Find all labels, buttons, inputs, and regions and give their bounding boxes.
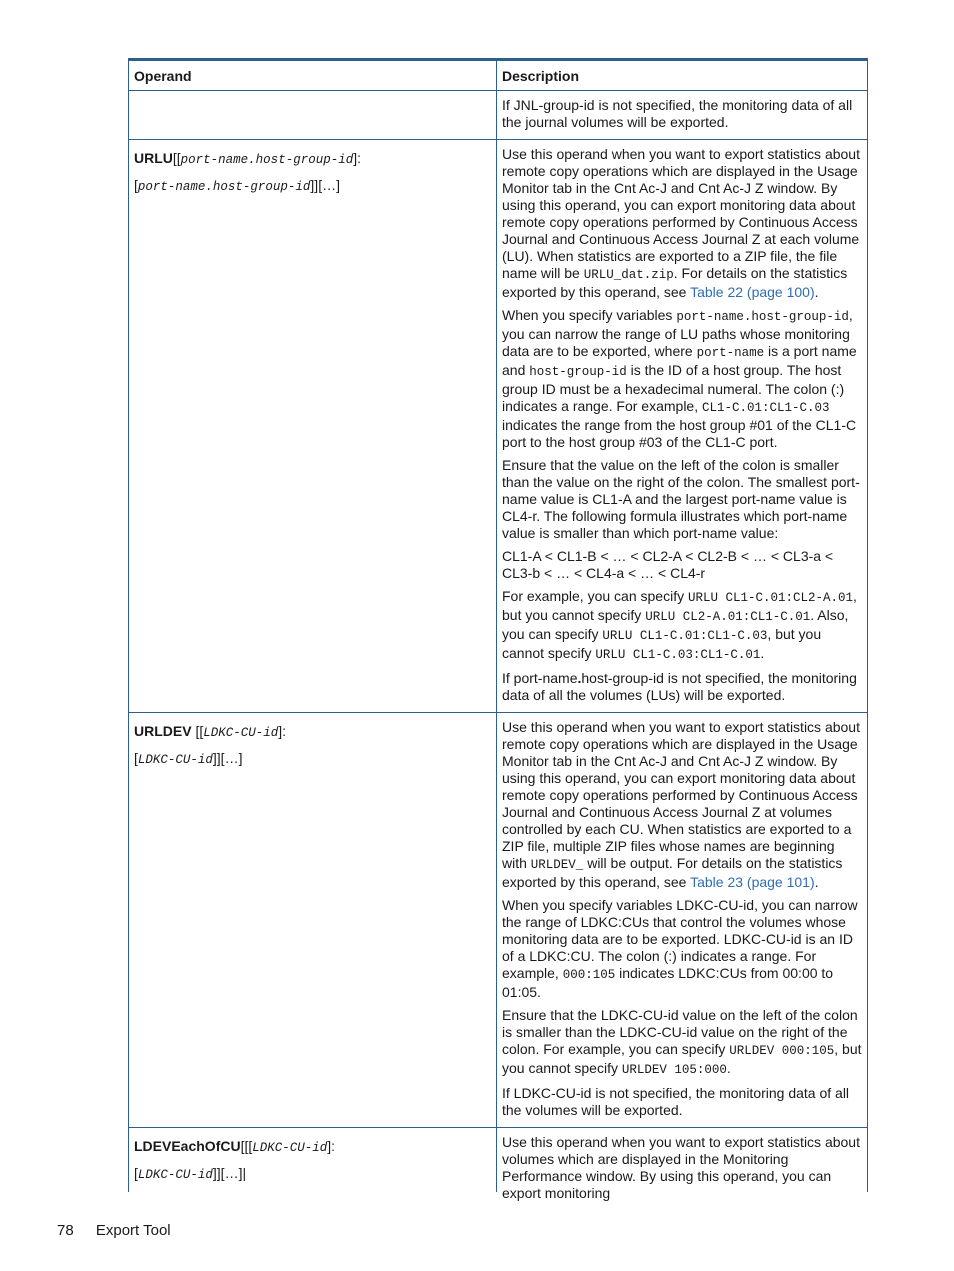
description-paragraph: Ensure that the value on the left of the colon is smaller than the value on the right of the colon. The smallest port-name value is CL1-A and the largest port-name value is CL4-r. The following formula illustrates which port-name value is smaller than which port-name value: — [502, 457, 860, 541]
text: is a port name and — [502, 343, 857, 378]
operand-cell — [128, 140, 497, 712]
text: When you specify variables LDKC-CU-id, you can narrow the range of LDKC:CUs that control the volumes whose monitoring data are to be exported. LDKC-CU-id is an ID of a LDKC:CU. The colon (:) indicates a range. For example, — [502, 897, 858, 981]
description-paragraph — [502, 146, 862, 301]
description-paragraph — [502, 670, 862, 704]
syntax-bracket: ]][…]| — [212, 1164, 247, 1181]
text: host-group-id is not specified, the monitoring data of all the volumes (LUs) will be exported. — [502, 670, 857, 703]
code: URLU CL2-A.01:CL1-C.01 — [645, 610, 811, 624]
text: . — [814, 874, 819, 890]
table-header — [128, 61, 868, 91]
text: Ensure that the LDKC-CU-id value on the left of the colon is smaller than the LDKC-CU-id value on the right of the colon. For example, you can specify — [502, 1007, 858, 1057]
page-number: 78 — [57, 1222, 74, 1239]
code: URLDEV_ — [530, 858, 584, 872]
syntax-bracket: ]: — [327, 1138, 336, 1154]
description-cell — [497, 713, 868, 1127]
text: , but you cannot specify — [502, 1041, 862, 1076]
syntax-bracket: ]: — [278, 723, 287, 739]
operand-syntax-cont — [134, 173, 492, 200]
text: . — [577, 670, 582, 686]
operand-name: URLDEV — [134, 723, 192, 739]
text: If port-name — [502, 670, 578, 686]
description-cell — [497, 140, 868, 712]
syntax-variable: LDKC-CU-id — [203, 726, 279, 740]
description-paragraph: If LDKC-CU-id is not specified, the monitoring data of all the volumes will be exported. — [502, 1085, 850, 1118]
text: . Also, you can specify — [502, 607, 849, 642]
code: port-name.host-group-id — [676, 310, 849, 324]
code: host-group-id — [529, 365, 627, 379]
code: URLU_dat.zip — [583, 268, 674, 282]
operand-syntax-cont — [134, 1161, 492, 1188]
description-paragraph: If JNL-group-id is not specified, the monitoring data of all the journal volumes will be exported. — [502, 97, 853, 130]
description-paragraph: CL1-A < CL1-B < … < CL2-A < CL2-B < … < CL3-a < CL3-b < … < CL4-a < … < CL4-r — [502, 548, 834, 581]
text: indicates LDKC:CUs from 00:00 to 01:05. — [502, 965, 834, 1000]
syntax-bracket: [[ — [172, 150, 181, 166]
description-cell — [497, 91, 868, 139]
syntax-bracket: ]: — [353, 150, 361, 166]
code: URLU CL1-C.03:CL1-C.01 — [595, 648, 761, 662]
syntax-bracket: [ — [134, 176, 138, 193]
description-cell — [497, 1128, 868, 1201]
text: . For details on the statistics exported by this operand, see — [502, 265, 848, 300]
description-paragraph: Use this operand when you want to export statistics about volumes which are displayed in the Monitoring Performance window. By using this operand, you can export monitoring — [502, 1134, 860, 1201]
description-paragraph — [502, 588, 862, 664]
header-description: Description — [497, 61, 868, 90]
text: Use this operand when you want to export statistics about remote copy operations which are displayed in the Usage Monitor tab in the Cnt Ac-J and Cnt Ac-J Z window. By using this operand, you can export monitoring data about remote copy operations performed by Continuous Access Journal and Continuous Access Journal Z at each volume (LU). When statistics are exported to a ZIP file, the file name will be — [502, 146, 860, 281]
text: , you can narrow the range of LU paths whose monitoring data are to be exported, where — [502, 307, 853, 359]
code: port-name — [696, 346, 765, 360]
syntax-bracket: ]][…] — [212, 749, 243, 766]
description-paragraph — [502, 897, 862, 1001]
description-paragraph — [502, 1007, 862, 1079]
code: URLU CL1-C.01:CL2-A.01 — [687, 591, 854, 605]
table-row — [128, 91, 868, 140]
text: For example, you can specify — [502, 588, 688, 604]
text: , but you cannot specify — [502, 626, 822, 661]
text: , but you cannot specify — [502, 588, 857, 623]
text: When you specify variables — [502, 307, 677, 323]
text: will be output. For details on the statistics exported by this operand, see — [502, 855, 843, 890]
syntax-bracket: ]][…] — [310, 176, 340, 193]
operand-syntax — [134, 719, 492, 746]
syntax-bracket: [ — [134, 749, 138, 766]
syntax-bracket: [[ — [191, 723, 204, 739]
operand-syntax-cont — [134, 746, 492, 773]
text: . — [760, 645, 765, 661]
syntax-variable: port-name.host-group-id — [137, 179, 311, 194]
text: Use this operand when you want to export statistics about remote copy operations which are displayed in the Usage Monitor tab in the Cnt Ac-J and Cnt Ac-J Z window. By using this operand, you can export monitoring data about remote copy operations performed by Continuous Access Journal and Continuous Access Journal Z at volumes controlled by each CU. When statistics are exported to a ZIP file, multiple ZIP files whose names are beginning with — [502, 719, 860, 871]
operand-cell — [128, 1128, 497, 1192]
operand-table — [128, 58, 868, 1201]
code: URLDEV 105:000 — [621, 1063, 727, 1077]
syntax-variable: LDKC-CU-id — [137, 1167, 213, 1182]
operand-syntax — [134, 146, 492, 173]
syntax-variable: LDKC-CU-id — [137, 752, 213, 767]
operand-name: LDEVEachOfCU — [134, 1138, 241, 1154]
text: indicates the range from the host group #01 of the CL1-C port to the host group #03 of the CL1-C port. — [502, 417, 857, 450]
operand-name: URLU — [134, 150, 173, 166]
text: . — [814, 284, 819, 300]
page-footer — [57, 1222, 189, 1239]
syntax-bracket: [ — [134, 1164, 138, 1181]
syntax-bracket: [[[ — [240, 1138, 253, 1154]
table-23-link[interactable]: Table 23 (page 101) — [690, 874, 815, 890]
text: is the ID of a host group. The host group ID must be a hexadecimal numeral. The colon (:) indicates a range. For example, — [502, 362, 845, 414]
table-row — [128, 140, 868, 713]
syntax-variable: port-name.host-group-id — [180, 153, 354, 167]
section-title: Export Tool — [95, 1222, 171, 1239]
operand-syntax — [134, 1134, 492, 1161]
header-operand: Operand — [128, 61, 497, 90]
code: 000:105 — [562, 968, 616, 982]
text: . — [726, 1060, 731, 1076]
description-paragraph — [502, 307, 862, 451]
code: CL1-C.01:CL1-C.03 — [702, 401, 830, 415]
description-paragraph — [502, 719, 862, 891]
operand-cell — [128, 713, 497, 1127]
syntax-variable: LDKC-CU-id — [252, 1141, 328, 1155]
table-row — [128, 1128, 868, 1201]
code: URLDEV 000:105 — [729, 1044, 835, 1058]
operand-cell — [128, 91, 497, 139]
code: URLU CL1-C.01:CL1-C.03 — [602, 629, 768, 643]
table-22-link[interactable]: Table 22 (page 100) — [690, 284, 815, 300]
table-row — [128, 713, 868, 1128]
